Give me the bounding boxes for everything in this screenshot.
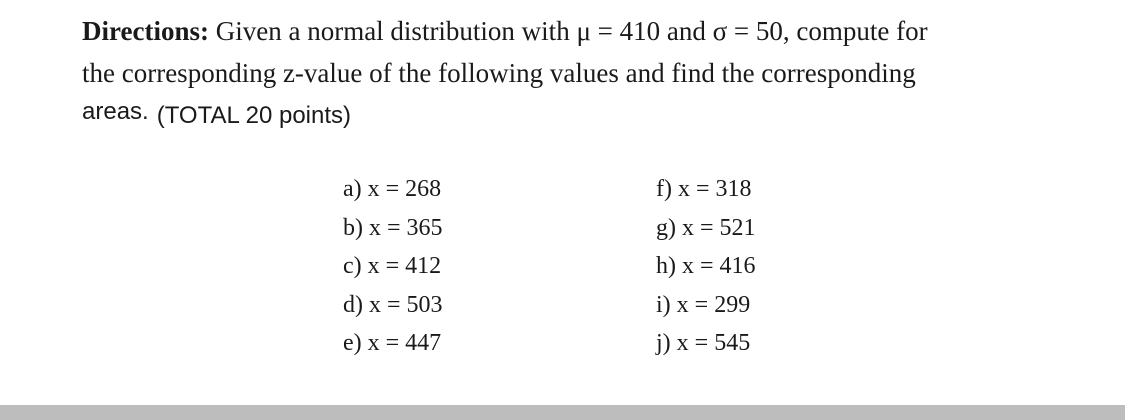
list-item: g) x = 521 (656, 214, 756, 241)
cutoff-text-clip (157, 96, 417, 128)
list-item: d) x = 503 (343, 291, 443, 318)
list-item: f) x = 318 (656, 176, 752, 202)
items-column-right (656, 170, 756, 363)
bottom-divider-bar (0, 405, 1125, 420)
directions-lead: Directions: (82, 16, 209, 46)
list-item: a) x = 268 (343, 176, 442, 202)
directions-line-1-text: Given a normal distribution with μ = 410 and σ = 50, compute for (208, 16, 928, 46)
directions-line-1 (82, 10, 1082, 52)
list-item: b) x = 365 (343, 214, 443, 241)
list-item: h) x = 416 (656, 253, 756, 279)
list-item: i) x = 299 (656, 291, 751, 318)
directions-line-3 (82, 96, 417, 128)
areas-word: areas. (82, 98, 149, 125)
cutoff-text: (TOTAL 20 points) (156, 102, 351, 128)
directions-paragraph (82, 10, 1082, 94)
directions-line-2: the corresponding z-value of the following values and find the corresponding (82, 58, 916, 88)
list-item: c) x = 412 (343, 253, 442, 279)
items-column-left (343, 170, 443, 363)
list-item: e) x = 447 (343, 330, 442, 356)
list-item: j) x = 545 (656, 330, 751, 356)
